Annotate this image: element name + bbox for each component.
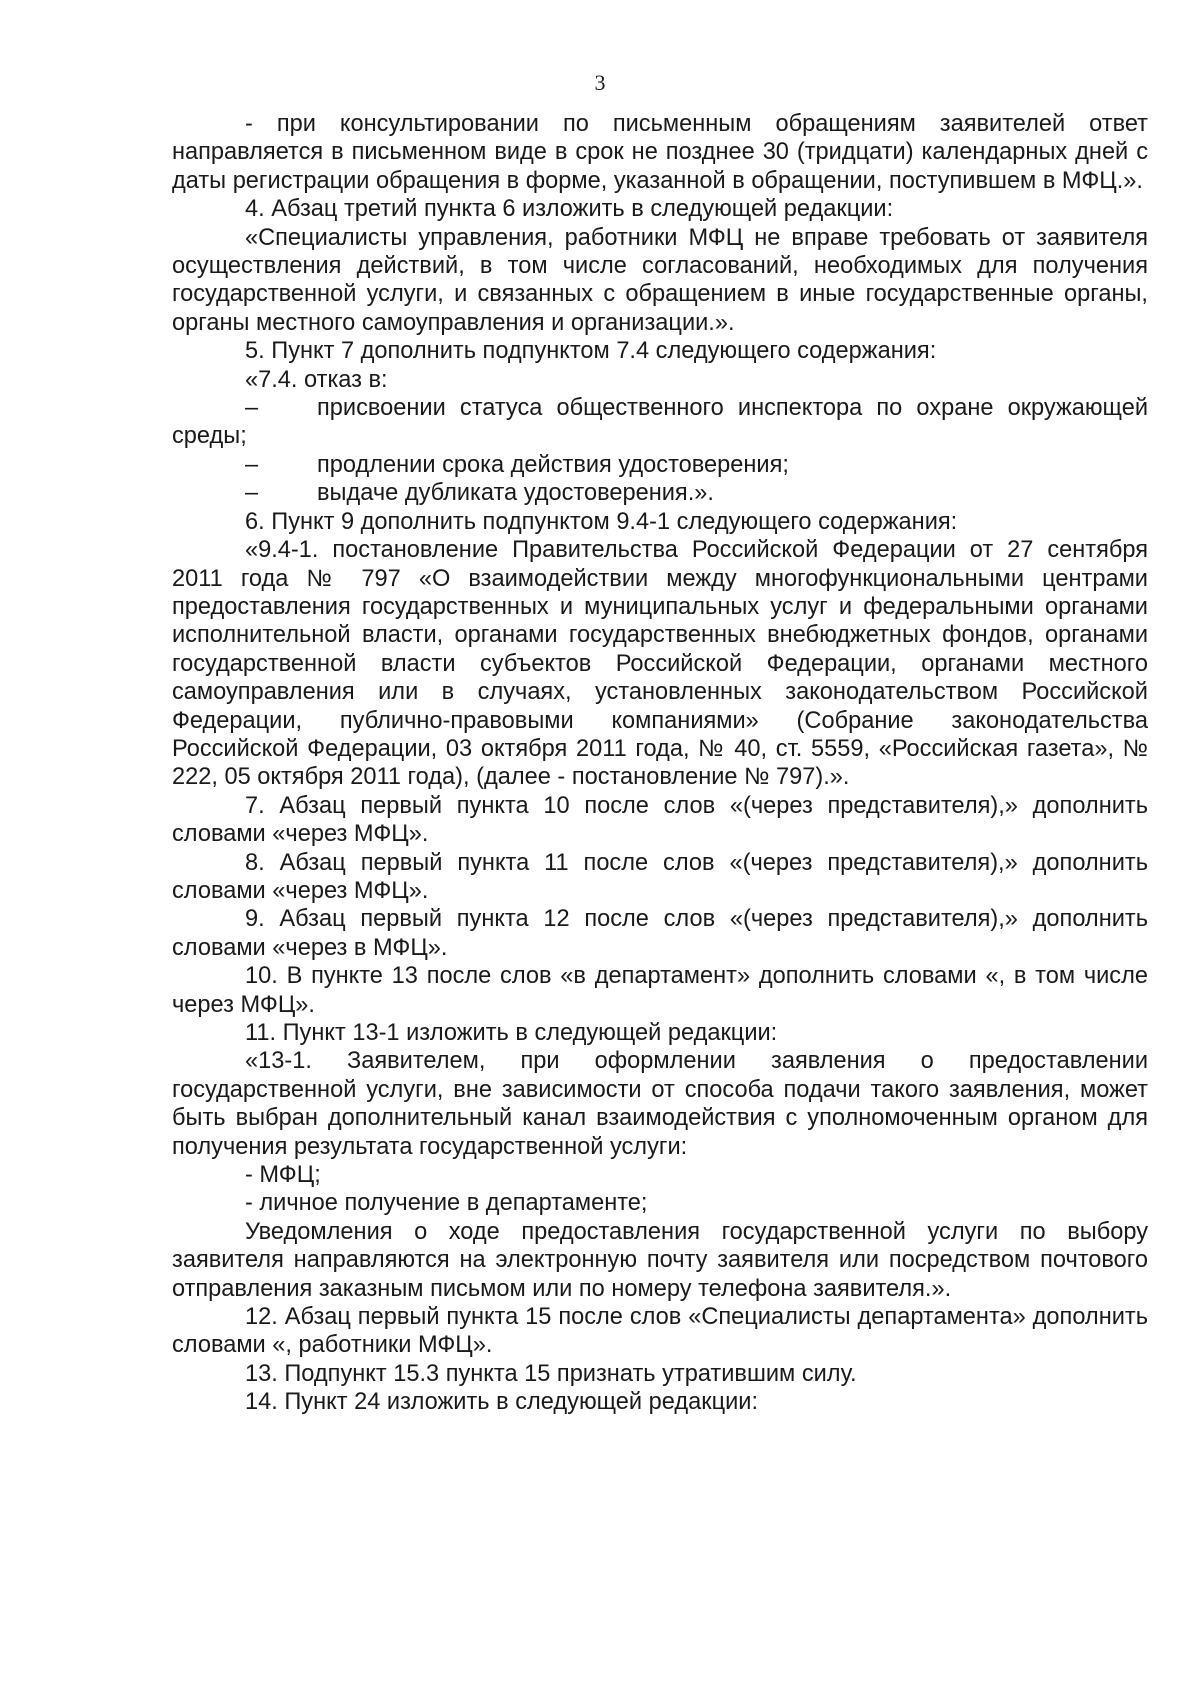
paragraph-personal-option: - личное получение в департаменте; [245, 1190, 648, 1217]
page-number: 3 [594, 70, 606, 95]
paragraph-13-1: «13-1. Заявителем, при оформлении заявления о предоставлении государственной услуги, вне зависимости от способа подачи такого заявления, может быть выбран дополнительный канал взаимодействия с уполномоченным органом для получения результата государственной услуги: [172, 1048, 1148, 1160]
bullet-text: выдаче дубликата удостоверения.». [317, 480, 714, 507]
dash-marker: – [245, 395, 259, 422]
paragraph-specialists: «Специалисты управления, работники МФЦ не вправе требовать от заявителя осуществления действий, в том числе согласований, необходимых для получения государственной услуги, и связанных с обращением в иные государственные органы, органы местного самоуправления и организации.». [172, 224, 1148, 336]
document-body [172, 110, 1148, 1417]
paragraph-notifications: Уведомления о ходе предоставления государственной услуги по выбору заявителя направляются на электронную почту заявителя или посредством почтового отправления заказным письмом или по номеру телефона заявителя.». [172, 1218, 1148, 1302]
paragraph-item-4: 4. Абзац третий пункта 6 изложить в следующей редакции: [245, 196, 894, 223]
paragraph-item-7: 7. Абзац первый пункта 10 после слов «(через представителя),» дополнить словами «через МФЦ». [172, 792, 1148, 848]
paragraph-item-10: 10. В пункте 13 после слов «в департамент» дополнить словами «, в том числе через МФЦ». [172, 963, 1148, 1018]
paragraph-item-9: 9. Абзац первый пункта 12 после слов «(через представителя),» дополнить словами «через в МФЦ». [172, 906, 1148, 961]
dash-marker: – [245, 451, 259, 478]
bullet-text: продлении срока действия удостоверения; [317, 451, 789, 478]
bullet-text: присвоении статуса общественного инспектора по охране окружающей среды; [172, 395, 1148, 450]
bullet-item [172, 479, 1148, 507]
dash-marker: – [245, 480, 259, 507]
paragraph-mfc-option: - МФЦ; [245, 1162, 321, 1189]
paragraph-item-12: 12. Абзац первый пункта 15 после слов «Специалисты департамента» дополнить словами «, работники МФЦ». [172, 1304, 1148, 1359]
paragraph-item-8: 8. Абзац первый пункта 11 после слов «(через представителя),» дополнить словами «через МФЦ». [172, 849, 1148, 904]
paragraph-item-13: 13. Подпункт 15.3 пункта 15 признать утратившим силу. [245, 1360, 857, 1387]
paragraph-item-14: 14. Пункт 24 изложить в следующей редакции: [245, 1389, 759, 1416]
bullet-item [172, 394, 1148, 451]
paragraph-item-11: 11. Пункт 13-1 изложить в следующей редакции: [245, 1020, 778, 1046]
paragraph-item-6: 6. Пункт 9 дополнить подпунктом 9.4-1 следующего содержания: [245, 508, 958, 535]
paragraph-item-5: 5. Пункт 7 дополнить подпунктом 7.4 следующего содержания: [245, 338, 937, 365]
paragraph-9-4-1: «9.4-1. постановление Правительства Российской Федерации от 27 сентября 2011 года № 797 «О взаимодействии между многофункциональными центрами предоставления государственных и муниципальных услуг и федеральными органами исполнительной власти, органами государственных внебюджетных фондов, органами государственной власти субъектов Российской Федерации, органами местного самоуправления или в случаях, установленных законодательством Российской Федерации, публично-правовыми компаниями» (Собрание законодательства Российской Федерации, 03 октября 2011 года, № 40, ст. 5559, «Российская газета», № 222, 05 октября 2011 года), (далее - постановление № 797).». [172, 537, 1148, 791]
paragraph-consultation: - при консультировании по письменным обращениям заявителей ответ направляется в письменном виде в срок не позднее 30 (тридцати) календарных дней с даты регистрации обращения в форме, указанной в обращении, поступившем в МФЦ.». [172, 111, 1148, 194]
bullet-item [172, 451, 1148, 479]
paragraph-7-4-refusal: «7.4. отказ в: [245, 366, 388, 393]
